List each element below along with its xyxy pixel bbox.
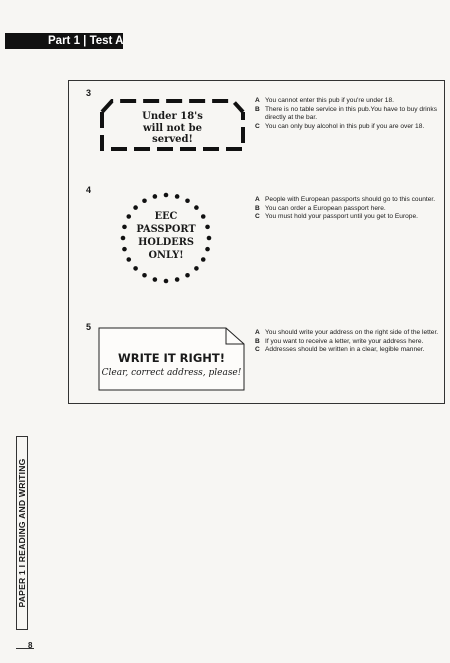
circle-dot — [175, 277, 180, 282]
option-a[interactable]: A You cannot enter this pub if you're under 18. — [255, 97, 394, 104]
sign-title: WRITE IT RIGHT! — [118, 351, 225, 365]
option-c[interactable]: C You must hold your passport until you get to Europe. — [255, 213, 418, 221]
option-b[interactable]: B There is no table service in this pub.You have to buy drinks directly at the bar. — [255, 105, 438, 122]
sign-line: ONLY! — [148, 250, 184, 261]
sign-subtitle: Clear, correct address, please! — [101, 368, 242, 378]
circle-dot — [164, 279, 169, 284]
sign-line: will not be — [143, 122, 202, 134]
option-c[interactable]: C You can only buy alcohol in this pub if you are over 18. — [255, 122, 425, 130]
sign-write-it-right — [98, 327, 245, 391]
answer-options — [255, 196, 442, 222]
circle-dot — [153, 194, 158, 199]
option-a[interactable]: A You should write your address on the right side of the letter. — [255, 329, 439, 336]
side-label: PAPER 1 I READING AND WRITING — [17, 458, 27, 608]
question-number: 3 — [86, 88, 92, 98]
sign-under-18 — [100, 99, 245, 155]
circle-dot — [142, 198, 147, 203]
option-c[interactable]: C Addresses should be written in a clear, legible manner. — [255, 346, 425, 354]
question-number: 5 — [86, 322, 92, 332]
page-number: 8 — [28, 641, 33, 650]
answer-options — [255, 329, 442, 355]
circle-dot — [175, 194, 180, 199]
circle-dot — [185, 198, 190, 203]
option-b[interactable]: B If you want to receive a letter, write your address here. — [255, 337, 424, 345]
option-a[interactable]: A People with European passports should go to this counter. — [255, 196, 436, 203]
answer-options — [255, 97, 442, 131]
sign-line: EEC — [154, 211, 178, 222]
circle-dot — [185, 273, 190, 278]
circle-dot — [194, 266, 199, 271]
section-title: Part 1 | Test A — [48, 35, 124, 47]
sign-line: served! — [152, 134, 193, 145]
circle-dot — [153, 277, 158, 282]
sign-line: Under 18's — [142, 111, 203, 122]
circle-dot — [133, 266, 138, 271]
sign-eec-passport — [118, 190, 214, 286]
option-b[interactable]: B You can order a European passport here. — [255, 204, 386, 212]
circle-dot — [142, 273, 147, 278]
question-number: 4 — [86, 185, 92, 195]
sign-line: HOLDERS — [138, 237, 194, 248]
sign-line: PASSPORT — [136, 224, 196, 235]
circle-dot — [164, 193, 169, 198]
